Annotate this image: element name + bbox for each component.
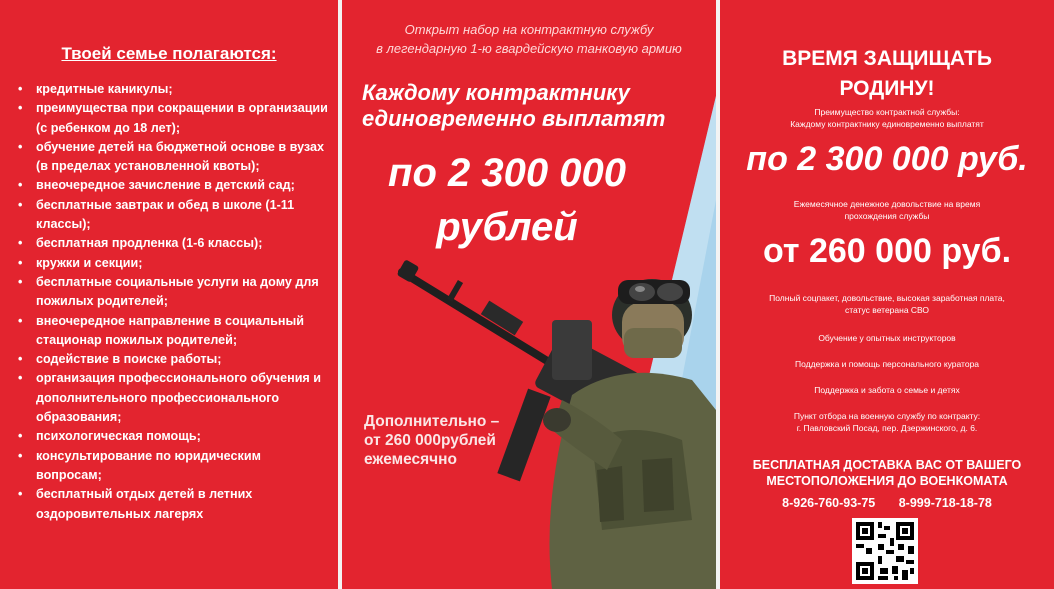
monthly-extra-line-3: ежемесячно — [364, 451, 457, 468]
curator-text: Поддержка и помощь персонального куратора — [794, 359, 980, 369]
office-line-1: Пункт отбора на военную службу по контракту: — [793, 411, 981, 421]
benefits-title: Твоей семье полагаются: — [61, 44, 277, 63]
monthly-amount-rub: от 260 000 руб. — [762, 232, 1012, 270]
delivery-line-1: БЕСПЛАТНАЯ ДОСТАВКА ВАС ОТ ВАШЕГО — [752, 458, 1022, 472]
package-line-1: Полный соцпакет, довольствие, высокая заработная плата, — [769, 293, 1005, 303]
title-line-1: ВРЕМЯ ЗАЩИЩАТЬ — [782, 47, 992, 70]
benefit-item: • кредитные каникулы; — [18, 80, 328, 99]
benefit-item: • внеочередное направление в социальный стационар пожилых родителей; — [18, 312, 328, 351]
benefit-item: • преимущества при сокращении в организации (с ребенком до 18 лет); — [18, 99, 328, 138]
delivery-line-2: МЕСТОПОЛОЖЕНИЯ ДО ВОЕНКОМАТА — [766, 474, 1008, 488]
payment-heading-line-1: Каждому контрактнику — [362, 80, 630, 105]
package-line-2: статус ветерана СВО — [844, 305, 930, 315]
monthly-extra-line-1: Дополнительно – — [364, 413, 500, 430]
right-panel — [720, 0, 1054, 589]
benefit-item: • внеочередное зачисление в детский сад; — [18, 176, 328, 195]
qr-code-icon[interactable] — [852, 518, 918, 584]
phone-number-1[interactable]: 8-926-760-93-75 — [782, 496, 876, 510]
benefit-item: • кружки и секции; — [18, 254, 328, 273]
recruitment-announcement — [342, 20, 716, 58]
social-package-text — [730, 292, 1044, 316]
phone-numbers — [720, 496, 1054, 510]
monthly-extra-line-2: от 260 000рублей — [364, 432, 496, 449]
left-panel — [0, 0, 338, 589]
recruitment-line-2: в легендарную 1-ю гвардейскую танковую армию — [376, 41, 682, 56]
benefit-item: • психологическая помощь; — [18, 427, 328, 446]
selection-office-text — [730, 410, 1044, 434]
advantage-line-2: Каждому контрактнику единовременно выплатят — [790, 119, 984, 129]
training-text: Обучение у опытных инструкторов — [818, 333, 956, 343]
benefit-item: • бесплатные социальные услуги на дому для пожилых родителей; — [18, 273, 328, 312]
lump-sum-value: по 2 300 000 — [388, 151, 626, 195]
monthly-extra — [364, 412, 564, 469]
monthly-line-1: Ежемесячное денежное довольствие на время — [793, 199, 981, 209]
lump-sum-amount — [342, 146, 672, 254]
advantage-text — [730, 106, 1044, 130]
phone-number-2[interactable]: 8-999-718-18-78 — [898, 496, 992, 510]
payment-heading — [362, 80, 702, 132]
benefit-item: • содействие в поиске работы; — [18, 350, 328, 369]
free-delivery-text — [720, 457, 1054, 489]
benefit-item: • организация профессионального обучения и дополнительного профессионального образования; — [18, 369, 328, 427]
benefit-item: • бесплатный отдых детей в летних оздоровительных лагерях — [18, 485, 328, 524]
family-support-text: Поддержка и забота о семье и детях — [814, 385, 960, 395]
recruitment-line-1: Открыт набор на контрактную службу — [404, 22, 654, 37]
advantage-line-1: Преимущество контрактной службы: — [814, 107, 960, 117]
middle-panel — [342, 0, 716, 589]
benefit-item: • консультирование по юридическим вопросам; — [18, 447, 328, 486]
title-line-2: РОДИНУ! — [839, 77, 935, 100]
lump-sum-unit: рублей — [436, 205, 578, 249]
monthly-allowance-text — [730, 198, 1044, 222]
office-line-2: г. Павловский Посад, пер. Дзержинского, д. 6. — [796, 423, 978, 433]
payment-heading-line-2: единовременно выплатят — [362, 106, 666, 131]
benefit-item: • бесплатная продленка (1-6 классы); — [18, 234, 328, 253]
benefit-item: • бесплатные завтрак и обед в школе (1-11 классы); — [18, 196, 328, 235]
defend-homeland-title — [720, 44, 1054, 104]
benefit-item: • обучение детей на бюджетной основе в вузах (в пределах установленной квоты); — [18, 138, 328, 177]
benefits-list — [18, 80, 328, 524]
lump-sum-rub: по 2 300 000 руб. — [746, 140, 1028, 178]
monthly-line-2: прохождения службы — [844, 211, 930, 221]
